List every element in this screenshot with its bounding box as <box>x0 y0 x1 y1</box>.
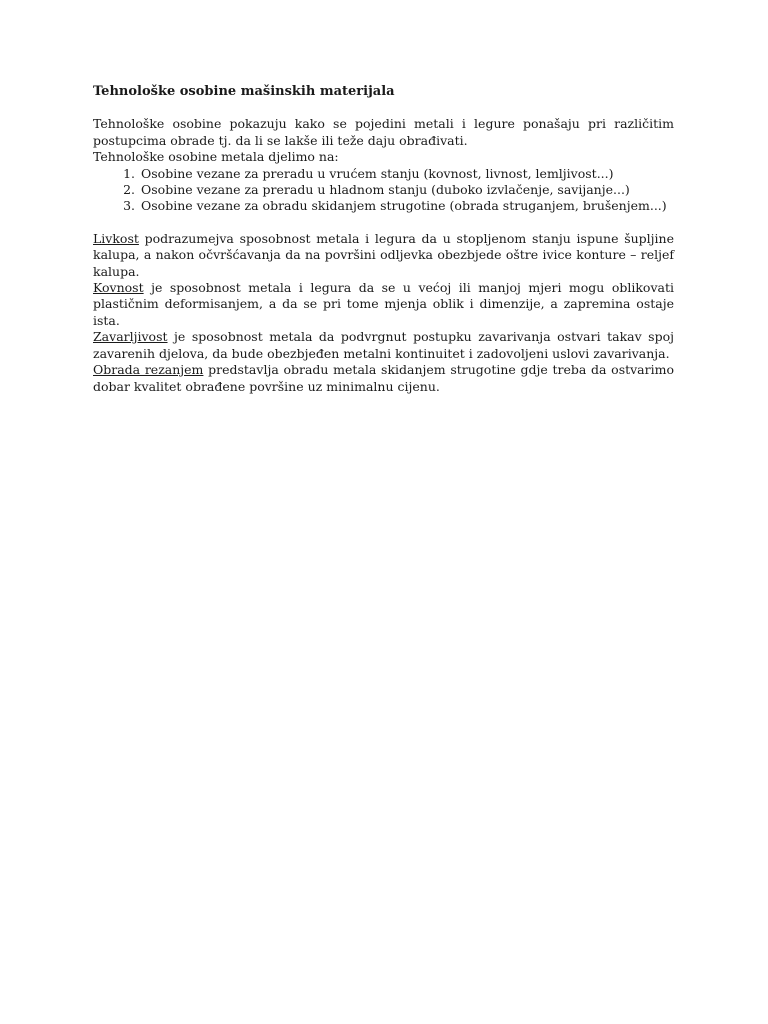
definition-term: Zavarljivost <box>93 329 168 345</box>
list-item: 1. Osobine vezane za preradu u vrućem stanju (kovnost, livnost, lemljivost...) <box>139 166 674 182</box>
list-lead: Tehnološke osobine metala djelimo na: <box>93 149 339 165</box>
list-item: 2. Osobine vezane za preradu u hladnom stanju (duboko izvlačenje, savijanje...) <box>139 182 674 198</box>
definition-term: Livkost <box>93 230 139 246</box>
definition-text: je sposobnost metala i legura da se u većoj ili manjoj mjeri mogu oblikovati plastičnim deformisanjem, a da se pri tome mjenja oblik i dimenzije, a zapremina ostaje ista. <box>93 280 674 328</box>
definition-livkost <box>93 231 674 280</box>
paragraph-spacer <box>93 215 674 231</box>
list-item: 3. Osobine vezane za obradu skidanjem strugotine (obrada struganjem, brušenjem...) <box>139 198 674 214</box>
definition-term: Obrada rezanjem <box>93 362 204 378</box>
definition-term: Kovnost <box>93 280 144 296</box>
definition-obrada-rezanjem <box>93 362 674 395</box>
definition-zavarljivost <box>93 329 674 362</box>
definition-text: je sposobnost metala da podvrgnut postupku zavarivanja ostvari takav spoj zavarenih djelova, da bude obezbjeđen metalni kontinuitet i zadovoljeni uslovi zavarivanja. <box>93 329 674 361</box>
document-title: Tehnološke osobine mašinskih materijala <box>93 84 395 99</box>
intro-paragraph: Tehnološke osobine pokazuju kako se pojedini metali i legure ponašaju pri različitim postupcima obrade tj. da li se lakše ili teže daju obrađivati. <box>93 116 674 148</box>
properties-list <box>93 166 674 215</box>
definition-text: podrazumejva sposobnost metala i legura da u stopljenom stanju ispune šupljine kalupa, a nakon očvršćavanja da na površini odljevka obezbjede oštre ivice konture – reljef kalupa. <box>93 230 674 279</box>
definition-kovnost <box>93 280 674 329</box>
document-page <box>93 84 674 395</box>
definition-text: predstavlja obradu metala skidanjem strugotine gdje treba da ostvarimo dobar kvalitet obrađene površine uz minimalnu cijenu. <box>93 362 674 394</box>
